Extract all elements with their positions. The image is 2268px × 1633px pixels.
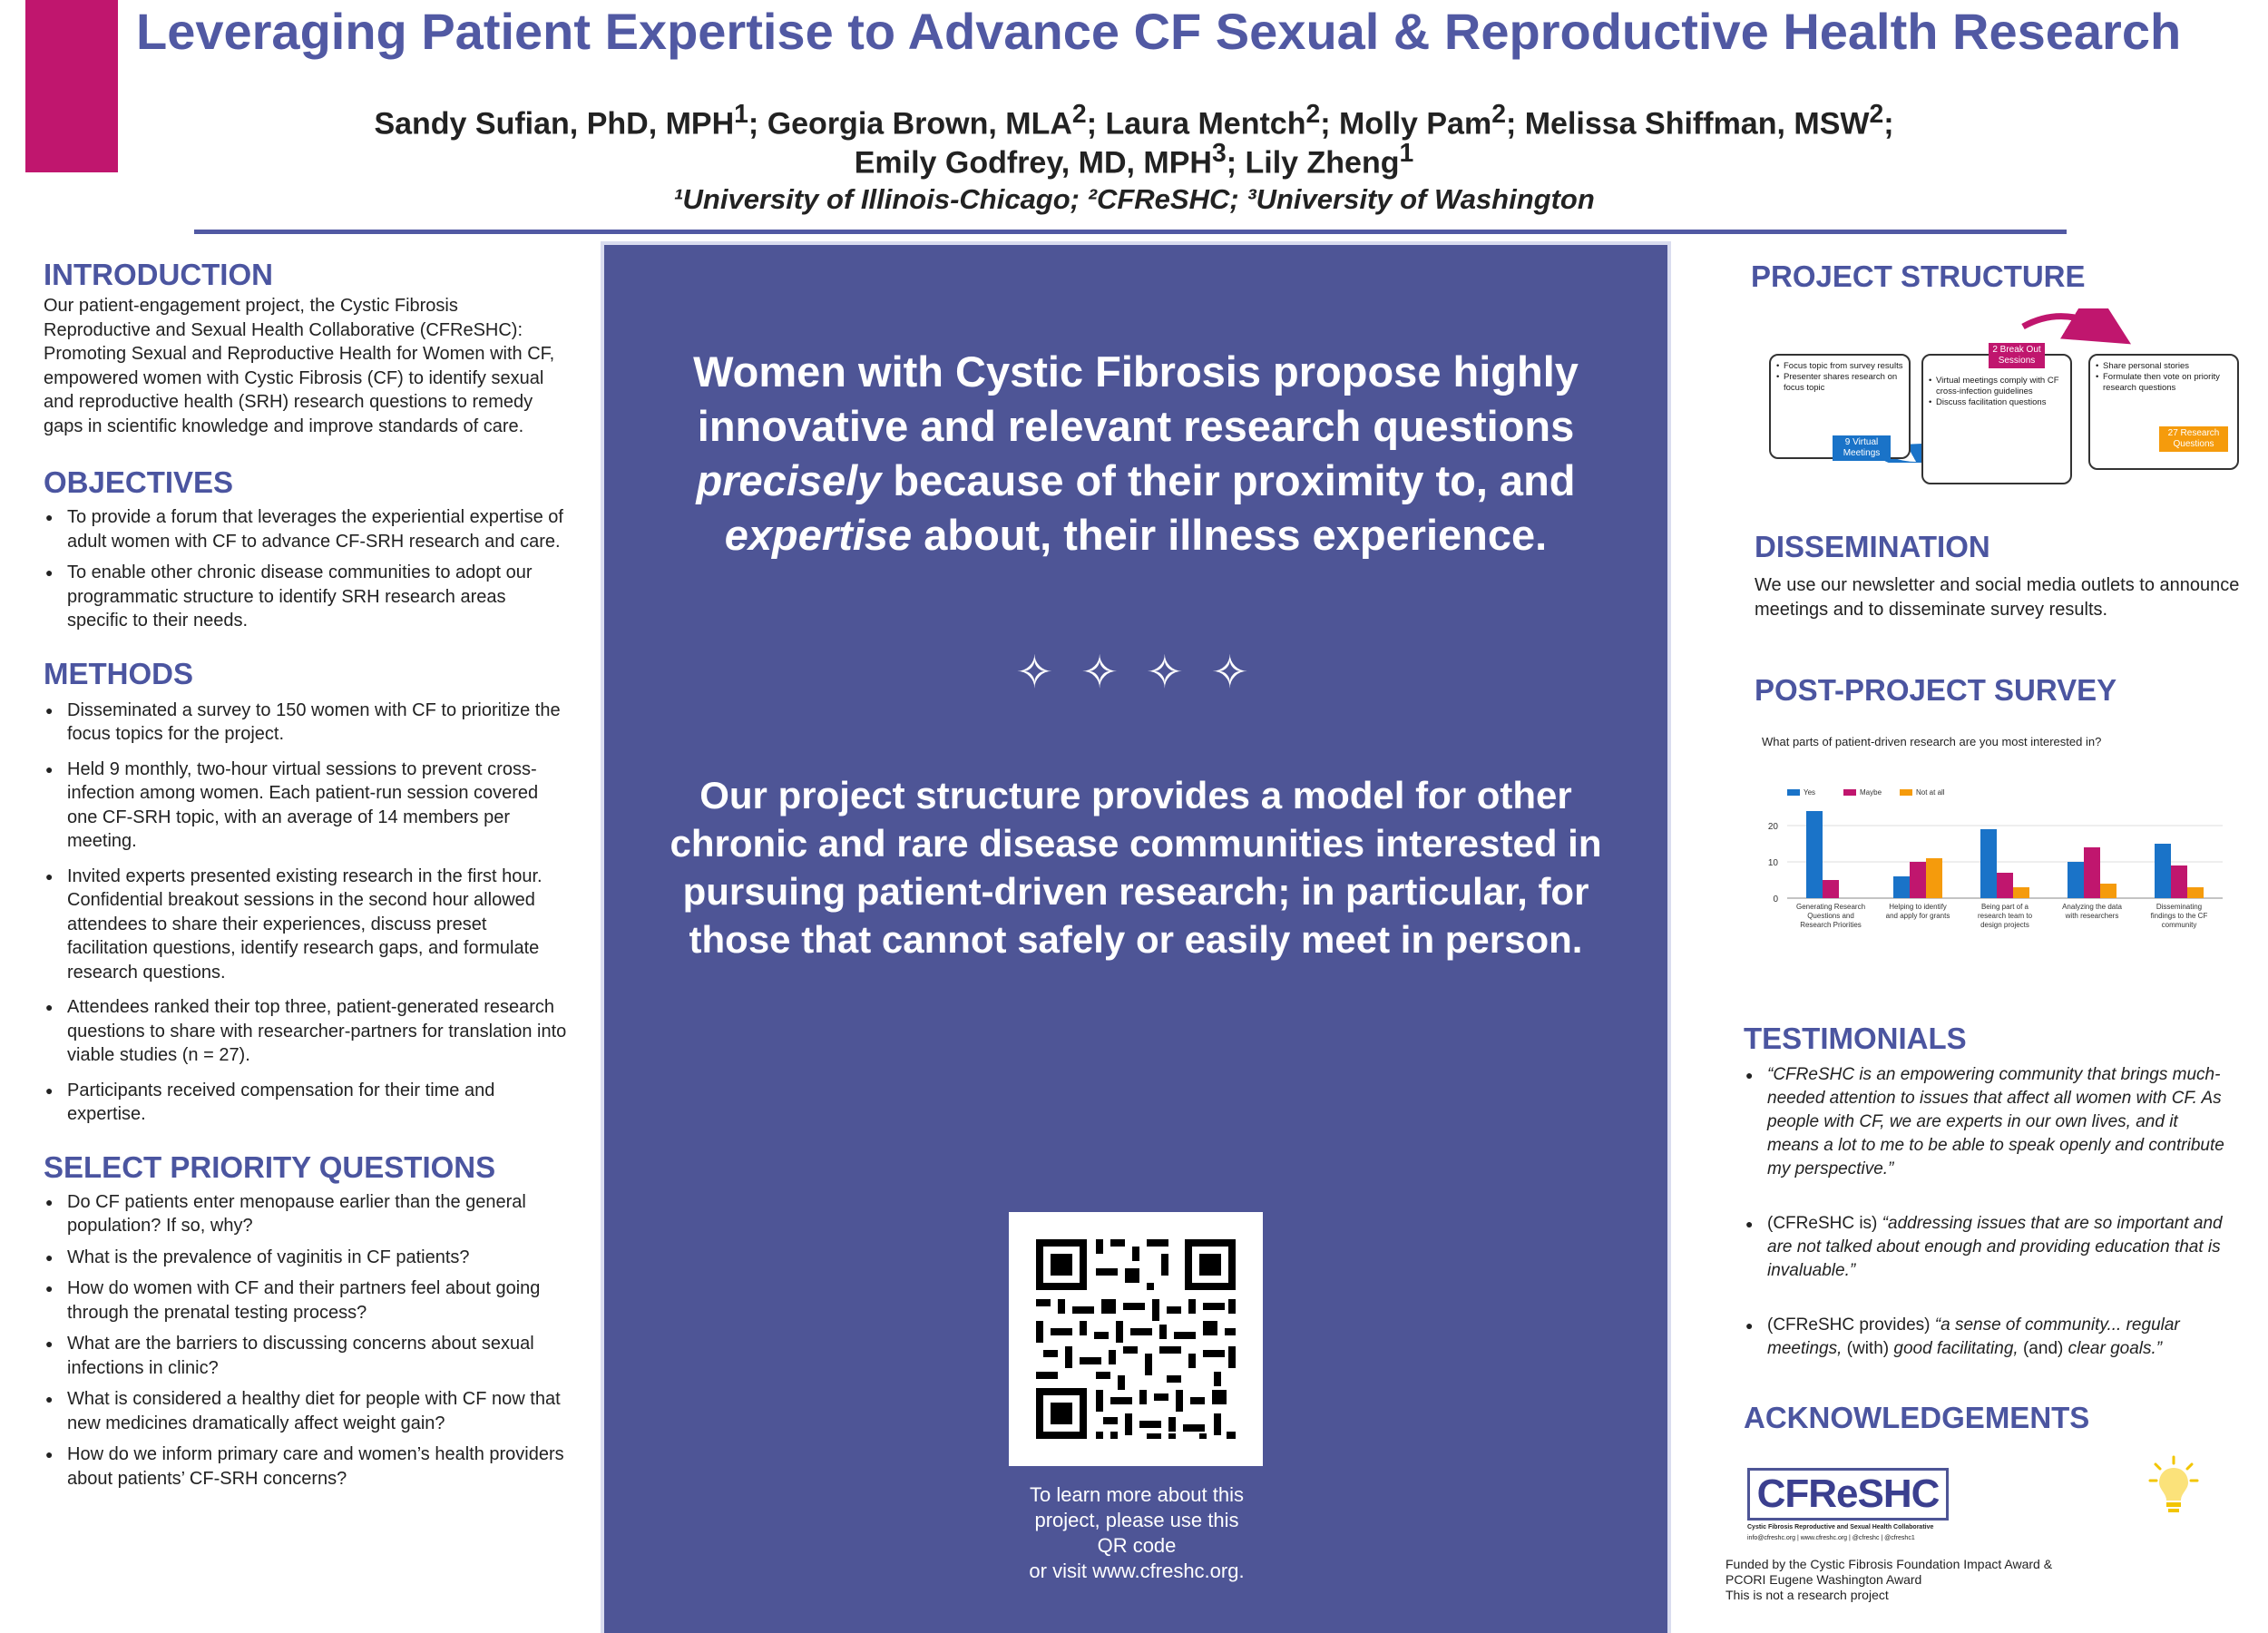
lightbulb-icon: [2146, 1455, 2201, 1519]
chart-y-tick: 10: [1767, 858, 1778, 868]
list-item: ● What are the barriers to discussing concerns about sexual infections in clinic?: [44, 1332, 568, 1380]
funding-text: [1725, 1557, 2088, 1603]
methods-heading: METHODS: [44, 656, 193, 690]
logo-contacts: info@cfreshc.org | www.cfreshc.org | @cfreshc | @cfreshc1: [1747, 1535, 1915, 1541]
headline-text: because of their proximity to, and: [881, 456, 1576, 504]
chart-bar: [1997, 873, 2013, 898]
testimonial-quote: ● “CFReSHC is an empowering community that brings much-needed attention to issues that affect all women with CF. As people with CF, we are experts in our own lives, and it means a lot to me to be able to speak openly and contribute my perspective.”: [1744, 1063, 2234, 1181]
chart-y-tick: 20: [1767, 822, 1778, 832]
testimonial-quote: [1744, 1212, 2234, 1283]
introduction-section: [44, 258, 568, 438]
author-sup: 2: [1305, 100, 1321, 129]
chart-bar: [1910, 862, 1926, 898]
author-sup: 2: [1491, 100, 1506, 129]
tag-breakout-sessions: 2 Break Out Sessions: [1989, 343, 2045, 368]
author-sup: 1: [1399, 139, 1414, 168]
chart-legend-label: Yes: [1804, 789, 1816, 797]
dissemination-text: We use our newsletter and social media outlets to announce meetings and to disseminate survey results.: [1755, 575, 2240, 620]
methods-section: [44, 657, 568, 1127]
flow-item: • Formulate then vote on priority research questions: [2096, 372, 2232, 394]
objectives-heading: OBJECTIVES: [44, 465, 234, 499]
author-name: ; Lily Zheng: [1226, 145, 1400, 181]
funding-line: This is not a research project: [1725, 1588, 1889, 1602]
chart-bar: [1926, 858, 1942, 898]
list-item: ● Invited experts presented existing research in the first hour. Confidential breakout sessions in the second hour allowed attendees to share their experiences, discuss preset facilitation questions, identify research gaps, and formulate research questions.: [44, 865, 568, 985]
headline-statement: [635, 345, 1637, 562]
quote-italic: “a sense of community... regular meetings,: [1767, 1315, 2180, 1358]
list-item: ● What is considered a healthy diet for people with CF now that new medicines dramatically affect weight gain?: [44, 1387, 568, 1435]
list-item: ● What is the prevalence of vaginitis in CF patients?: [44, 1246, 568, 1270]
chart-y-tick: 0: [1773, 895, 1778, 905]
chart-svg: [1751, 789, 2241, 971]
flow-box-meetings: [1921, 354, 2072, 484]
objectives-section: [44, 465, 568, 633]
chart-x-tick: Being part of a research team to design projects: [1977, 903, 2033, 929]
headline-text: Women with Cystic Fibrosis propose highly innovative and relevant research questions: [693, 347, 1579, 450]
post-project-survey-heading: POST-PROJECT SURVEY: [1755, 673, 2117, 707]
chart-x-tick: Helping to identify and apply for grants: [1885, 903, 1950, 920]
author-name: Emily Godfrey, MD, MPH: [854, 145, 1212, 181]
funding-line: PCORI Eugene Washington Award: [1725, 1572, 1922, 1587]
funding-line: Funded by the Cystic Fibrosis Foundation Impact Award &: [1725, 1557, 2053, 1571]
testimonials-list: [1744, 1063, 2234, 1368]
list-item: ● Do CF patients enter menopause earlier than the general population? If so, why?: [44, 1190, 568, 1238]
tag-research-questions: 27 Research Questions: [2159, 426, 2228, 452]
header-divider: [194, 230, 2067, 234]
priority-questions-list: [44, 1190, 568, 1491]
author-sup: 2: [1071, 100, 1087, 129]
author-name: ; Georgia Brown, MLA: [748, 106, 1072, 142]
headline-text: about, their illness experience.: [912, 511, 1548, 559]
objectives-list: [44, 505, 568, 633]
flow-item: • Virtual meetings comply with CF cross-infection guidelines: [1929, 376, 2065, 397]
author-name: ; Laura Mentch: [1086, 106, 1306, 142]
chart-legend-swatch: [1843, 789, 1856, 796]
dissemination-heading: DISSEMINATION: [1755, 530, 1990, 563]
chart-legend-swatch: [1787, 789, 1800, 796]
chart-x-tick: Generating Research Questions and Research Priorities: [1795, 903, 1866, 929]
chart-legend-label: Maybe: [1860, 789, 1882, 797]
acknowledgements-heading: ACKNOWLEDGEMENTS: [1744, 1401, 2090, 1434]
author-sup: 1: [734, 100, 748, 129]
quote-plain: (CFReSHC provides): [1767, 1315, 1935, 1335]
flow-box-stories: [2088, 354, 2239, 470]
chart-x-tick: Disseminating findings to the CF community: [2150, 903, 2208, 929]
author-name: ;: [1883, 106, 1894, 142]
headline-emphasis: precisely: [696, 456, 882, 504]
qr-caption-line: project, please use this: [1034, 1509, 1239, 1531]
list-item: ● Held 9 monthly, two-hour virtual sessions to prevent cross-infection among women. Each patient-run session covered one CF-SRH topic, with an average of 14 members per meeting.: [44, 758, 568, 854]
chart-legend-swatch: [1900, 789, 1912, 796]
poster-title: Leveraging Patient Expertise to Advance CF Sexual & Reproductive Health Research: [136, 3, 2182, 60]
authors-line-1: [0, 100, 2268, 142]
list-item: ● Disseminated a survey to 150 women with CF to prioritize the focus topics for the project.: [44, 699, 568, 747]
qr-code-icon: [1009, 1212, 1263, 1466]
chart-legend-label: Not at all: [1916, 789, 1945, 797]
logo-subtitle: Cystic Fibrosis Reproductive and Sexual Health Collaborative: [1747, 1524, 1934, 1530]
qr-caption-line: To learn more about this: [1029, 1483, 1245, 1506]
methods-list: [44, 699, 568, 1127]
flow-item: • Share personal stories: [2096, 361, 2232, 372]
chart-bar: [1980, 829, 1997, 898]
list-item: ● Participants received compensation for their time and expertise.: [44, 1079, 568, 1127]
affiliations: ¹University of Illinois-Chicago; ²CFReSHC; ³University of Washington: [673, 183, 1595, 215]
author-sup: 3: [1211, 139, 1227, 168]
chart-bar: [2187, 887, 2204, 898]
introduction-text: Our patient-engagement project, the Cystic Fibrosis Reproductive and Sexual Health Collaborative (CFReSHC): Promoting Sexual and Reproductive Health for Women with CF, empowered women with Cystic Fibrosis (CF) to identify sexual and reproductive health (SRH) research questions to remedy gaps in scientific knowledge and improve standards of care.: [44, 296, 555, 436]
chart-x-tick: Analyzing the data with researchers: [2062, 903, 2122, 920]
chart-bar: [2100, 884, 2116, 898]
author-name: ; Melissa Shiffman, MSW: [1505, 106, 1870, 142]
survey-chart: [1751, 735, 2241, 971]
author-name: ; Molly Pam: [1320, 106, 1492, 142]
tag-virtual-meetings: 9 Virtual Meetings: [1833, 435, 1891, 461]
testimonial-items: [1744, 1063, 2234, 1361]
list-item: ● To enable other chronic disease communities to adopt our programmatic structure to identify SRH research areas specific to their needs.: [44, 561, 568, 633]
qr-caption-line[interactable]: or visit www.cfreshc.org.: [1029, 1560, 1245, 1582]
introduction-heading: INTRODUCTION: [44, 258, 273, 291]
headline-emphasis: expertise: [724, 511, 913, 559]
project-structure-heading: PROJECT STRUCTURE: [1751, 259, 2086, 293]
chart-bar: [2068, 862, 2084, 898]
priority-questions-heading: SELECT PRIORITY QUESTIONS: [44, 1149, 496, 1184]
list-item: ● Attendees ranked their top three, patient-generated research questions to share with researcher-partners for translation into viable studies (n = 27).: [44, 995, 568, 1068]
testimonial-quote: [1744, 1314, 2234, 1361]
qr-caption: [989, 1482, 1285, 1584]
flow-item: • Discuss facilitation questions: [1929, 397, 2065, 408]
quote-italic: good facilitating,: [1893, 1339, 2019, 1358]
left-column: [44, 258, 568, 1498]
chart-bar: [1806, 811, 1823, 898]
sparkle-icons: ✧ ✧ ✧ ✧: [1015, 647, 1256, 698]
quote-italic: “addressing issues that are so important and are not talked about enough and providing education that is invaluable.”: [1767, 1214, 2223, 1280]
list-item: ● To provide a forum that leverages the experiential expertise of adult women with CF to advance CF-SRH research and care.: [44, 505, 568, 553]
flow-item: • Presenter shares research on focus topic: [1776, 372, 1903, 394]
chart-bar: [2013, 887, 2029, 898]
quote-plain: (with): [1842, 1339, 1894, 1358]
cfreshc-logo: [1747, 1468, 1949, 1521]
project-structure-diagram: [1769, 308, 2241, 463]
authors-line-2: [0, 139, 2268, 181]
list-item: ● How do we inform primary care and women’s health providers about patients’ CF-SRH concerns?: [44, 1442, 568, 1491]
chart-bar: [1823, 880, 1839, 898]
priority-questions-section: [44, 1150, 568, 1491]
model-statement: Our project structure provides a model for other chronic and rare disease communities interested in pursuing patient-driven research; in particular, for those that cannot safely or easily meet in person.: [670, 774, 1602, 961]
list-item: ● How do women with CF and their partners feel about going through the prenatal testing process?: [44, 1276, 568, 1325]
testimonials-heading: TESTIMONIALS: [1744, 1022, 1967, 1055]
author-sup: 2: [1869, 100, 1884, 129]
chart-title: What parts of patient-driven research are you most interested in?: [1762, 735, 2102, 748]
qr-code[interactable]: [1009, 1212, 1263, 1466]
flow-item: • Focus topic from survey results: [1776, 361, 1903, 372]
quote-plain: (CFReSHC is): [1767, 1214, 1882, 1233]
quote-italic: clear goals.”: [2068, 1339, 2163, 1358]
quote-plain: (and): [2018, 1339, 2068, 1358]
logo-text: CFReSHC: [1756, 1472, 1940, 1516]
chart-bar: [1893, 876, 1910, 898]
chart-bar: [2155, 844, 2171, 898]
chart-bar: [2171, 865, 2187, 898]
chart-bar: [2084, 847, 2100, 898]
qr-caption-line: QR code: [1097, 1534, 1177, 1557]
author-name: Sandy Sufian, PhD, MPH: [374, 106, 735, 142]
